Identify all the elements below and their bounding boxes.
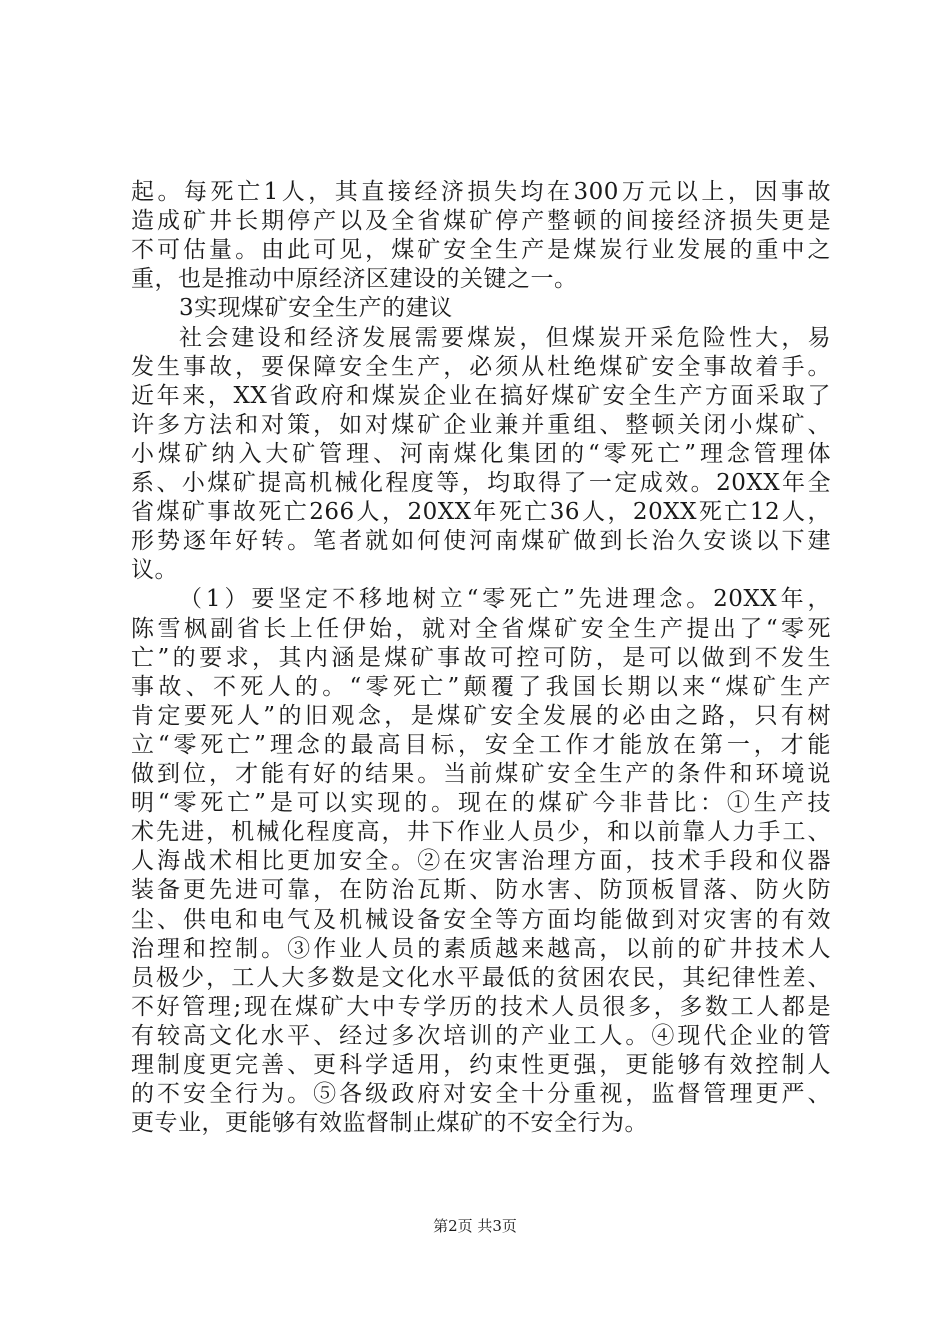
text-line: 陈雪枫副省长上任伊始，就对全省煤矿安全生产提出了“零死: [131, 615, 831, 642]
text-line: 起。每死亡1人，其直接经济损失均在300万元以上，因事故: [131, 179, 831, 205]
text-line: 做到位，才能有好的结果。当前煤矿安全生产的条件和环境说: [131, 761, 831, 787]
text-line: （1）要坚定不移地树立“零死亡”先进理念。20XX年，: [179, 586, 831, 613]
page-footer: 第2页 共3页: [433, 1217, 517, 1235]
text-line: 员极少，工人大多数是文化水平最低的贫困农民，其纪律性差、: [131, 964, 831, 991]
text-line: 省煤矿事故死亡266人，20XX年死亡36人，20XX死亡12人，: [131, 499, 831, 526]
section-heading: 3实现煤矿安全生产的建议: [179, 295, 453, 322]
text-line: 事故、不死人的。“零死亡”颠覆了我国长期以来“煤矿生产: [131, 673, 831, 700]
text-line: 社会建设和经济发展需要煤炭，但煤炭开采危险性大，易: [179, 324, 831, 351]
text-line: 装备更先进可靠，在防治瓦斯、防水害、防顶板冒落、防火防: [131, 877, 831, 904]
text-line: 重，也是推动中原经济区建设的关键之一。: [131, 266, 578, 293]
text-line: 造成矿井长期停产以及全省煤矿停产整顿的间接经济损失更是: [131, 208, 831, 235]
text-line: 治理和控制。③作业人员的素质越来越高，以前的矿井技术人: [131, 935, 831, 962]
text-line: 亡”的要求，其内涵是煤矿事故可控可防，是可以做到不发生: [131, 644, 831, 671]
text-line: 的不安全行为。⑤各级政府对安全十分重视，监督管理更严、: [131, 1081, 831, 1108]
text-line: 明“零死亡”是可以实现的。现在的煤矿今非昔比：①生产技: [131, 790, 831, 817]
text-line: 尘、供电和电气及机械设备安全等方面均能做到对灾害的有效: [131, 906, 831, 933]
text-line: 议。: [131, 557, 178, 584]
text-line: 发生事故，要保障安全生产，必须从杜绝煤矿安全事故着手。: [131, 353, 831, 380]
text-line: 近年来，XX省政府和煤炭企业在搞好煤矿安全生产方面采取了: [131, 382, 831, 409]
text-line: 人海战术相比更加安全。②在灾害治理方面，技术手段和仪器: [131, 848, 831, 875]
text-line: 立“零死亡”理念的最高目标，安全工作才能放在第一，才能: [131, 731, 831, 758]
text-line: 有较高文化水平、经过多次培训的产业工人。④现代企业的管: [131, 1022, 831, 1049]
text-line: 术先进，机械化程度高，井下作业人员少，和以前靠人力手工、: [131, 819, 831, 846]
text-line: 理制度更完善、更科学适用，约束性更强，更能够有效控制人: [131, 1052, 831, 1078]
text-line: 系、小煤矿提高机械化程度等，均取得了一定成效。20XX年全: [131, 470, 831, 496]
text-line: 不可估量。由此可见，煤矿安全生产是煤炭行业发展的重中之: [131, 237, 831, 264]
text-line: 不好管理;现在煤矿大中专学历的技术人员很多，多数工人都是: [131, 993, 831, 1020]
text-line: 许多方法和对策，如对煤矿企业兼并重组、整顿关闭小煤矿、: [131, 411, 831, 438]
text-line: 肯定要死人”的旧观念，是煤矿安全发展的必由之路，只有树: [131, 702, 831, 729]
text-line: 更专业，更能够有效监督制止煤矿的不安全行为。: [131, 1110, 648, 1137]
text-line: 形势逐年好转。笔者就如何使河南煤矿做到长治久安谈以下建: [131, 528, 831, 555]
text-line: 小煤矿纳入大矿管理、河南煤化集团的“零死亡”理念管理体: [131, 440, 831, 467]
